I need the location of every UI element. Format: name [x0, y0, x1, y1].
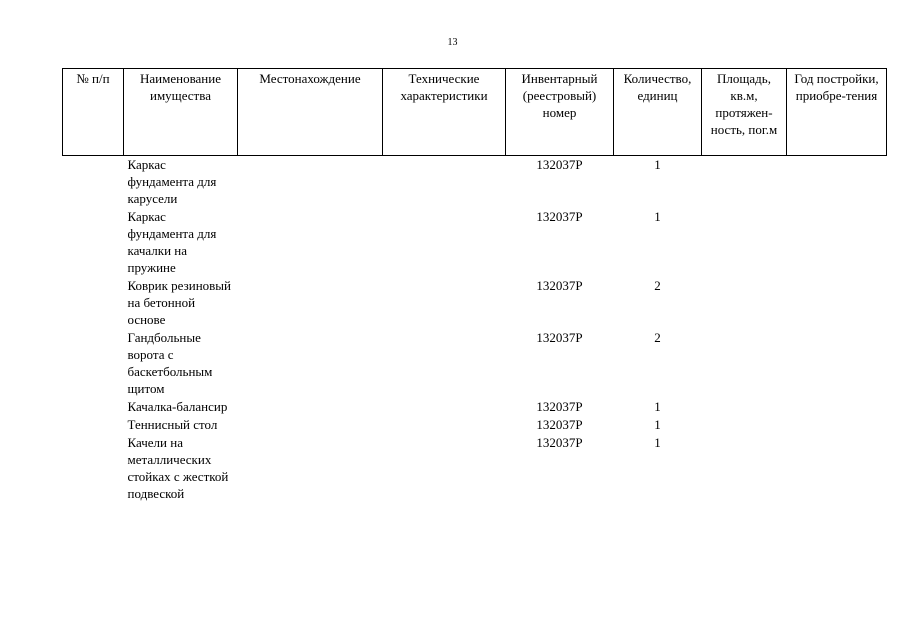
header-area: Площадь, кв.м, протяжен-ность, пог.м	[702, 69, 787, 156]
cell-num	[63, 277, 124, 329]
cell-name: Качели на металлических стойках с жесткой подвеской	[127, 435, 229, 501]
cell-specs	[383, 208, 506, 277]
table-row	[63, 434, 887, 503]
cell-area	[702, 398, 787, 416]
cell-year	[787, 434, 887, 503]
cell-location	[238, 277, 383, 329]
table-row	[63, 277, 887, 329]
cell-location	[238, 398, 383, 416]
header-specs: Технические характеристики	[383, 69, 506, 156]
cell-area	[702, 208, 787, 277]
cell-area	[702, 416, 787, 434]
cell-specs	[383, 416, 506, 434]
cell-num	[63, 329, 124, 398]
cell-area	[702, 156, 787, 209]
property-table	[62, 68, 887, 503]
cell-name: Гандбольные ворота с баскетбольным щитом	[127, 330, 213, 396]
cell-inv-no: 132037Р	[536, 209, 583, 224]
cell-qty: 2	[654, 330, 661, 345]
header-inventory-no: Инвентарный (реестровый) номер	[506, 69, 614, 156]
cell-specs	[383, 434, 506, 503]
cell-name: Каркас фундамента для качалки на пружине	[127, 209, 217, 275]
cell-qty: 1	[654, 417, 661, 432]
header-year: Год постройки, приобре-тения	[787, 69, 887, 156]
header-location: Местонахождение	[238, 69, 383, 156]
table-row	[63, 398, 887, 416]
cell-location	[238, 434, 383, 503]
cell-qty: 1	[654, 209, 661, 224]
cell-year	[787, 329, 887, 398]
cell-location	[238, 156, 383, 209]
cell-inv-no: 132037Р	[536, 435, 583, 450]
table-row	[63, 156, 887, 209]
cell-qty: 1	[654, 157, 661, 172]
table-row	[63, 208, 887, 277]
cell-inv-no: 132037Р	[536, 278, 583, 293]
header-quantity: Количество, единиц	[614, 69, 702, 156]
cell-inv-no: 132037Р	[536, 157, 583, 172]
cell-name: Качалка-балансир	[127, 399, 228, 414]
cell-specs	[383, 156, 506, 209]
cell-specs	[383, 329, 506, 398]
cell-year	[787, 156, 887, 209]
cell-specs	[383, 277, 506, 329]
header-num: № п/п	[63, 69, 124, 156]
cell-inv-no: 132037Р	[536, 399, 583, 414]
cell-inv-no: 132037Р	[536, 330, 583, 345]
table-header-row	[63, 69, 887, 156]
cell-num	[63, 208, 124, 277]
cell-location	[238, 416, 383, 434]
cell-year	[787, 398, 887, 416]
cell-location	[238, 208, 383, 277]
cell-year	[787, 208, 887, 277]
cell-qty: 1	[654, 399, 661, 414]
cell-area	[702, 329, 787, 398]
header-name: Наименование имущества	[124, 69, 238, 156]
cell-name: Коврик резиновый на бетонной основе	[127, 278, 231, 327]
cell-area	[702, 277, 787, 329]
cell-area	[702, 434, 787, 503]
cell-qty: 2	[654, 278, 661, 293]
cell-num	[63, 398, 124, 416]
table-row	[63, 416, 887, 434]
cell-num	[63, 156, 124, 209]
cell-location	[238, 329, 383, 398]
table-row	[63, 329, 887, 398]
cell-name: Каркас фундамента для карусели	[127, 157, 217, 206]
cell-specs	[383, 398, 506, 416]
cell-inv-no: 132037Р	[536, 417, 583, 432]
cell-year	[787, 277, 887, 329]
cell-num	[63, 416, 124, 434]
cell-year	[787, 416, 887, 434]
cell-num	[63, 434, 124, 503]
cell-name: Теннисный стол	[127, 417, 218, 432]
cell-qty: 1	[654, 435, 661, 450]
page-number: 13	[447, 37, 458, 48]
